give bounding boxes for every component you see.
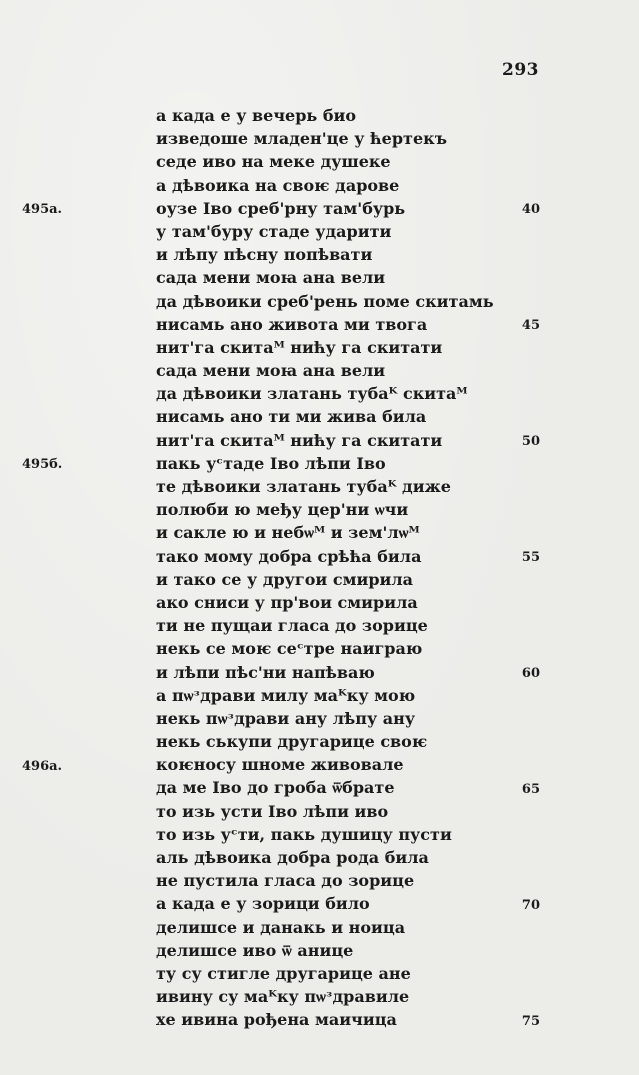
poem-line: у там'буру стаде ударити — [156, 221, 392, 241]
poem-line: сада мени моꙗ ана вели — [156, 361, 386, 381]
verse-number: 70 — [521, 897, 540, 913]
poem-line: сада мени моꙗ ана вели — [156, 268, 386, 288]
poem-line: хе ивина рођена маичица — [156, 1010, 397, 1030]
poem-line: тако мому добра срѣћа била — [156, 546, 422, 566]
margin-marker: 496a. — [22, 758, 63, 774]
poem-line: делишсе иво ѿ анице — [156, 940, 354, 960]
poem-line: и сакле ю и небѡᴹ и зем'лѡᴹ — [156, 523, 420, 543]
verse-number: 55 — [521, 549, 540, 565]
verse-number: 65 — [521, 781, 540, 797]
poem-line: то изь уᶜти, пакь душицу пусти — [156, 824, 452, 844]
poem-line: седе иво на меке душеке — [156, 152, 391, 172]
poem-line: некь се моѥ сеᶜтре наиграю — [156, 639, 423, 659]
verse-number: 45 — [521, 317, 540, 333]
poem-line: то изь усти Іво лѣпи иво — [156, 801, 389, 821]
poem-line: изведоше младен'це у ћертекъ — [156, 129, 447, 149]
verse-number: 75 — [521, 1013, 540, 1029]
poem-line: ти не пущаи гласа до зорице — [156, 616, 428, 636]
verse-number: 40 — [521, 201, 540, 217]
poem-line: нит'га скитаᴹ нићу га скитати — [156, 337, 443, 357]
poem-line: нит'га скитаᴹ нићу га скитати — [156, 430, 443, 450]
poem-line: аль дѣвоика добра рода била — [156, 848, 429, 867]
poem-line: нисамь ано ти ми жива била — [156, 407, 427, 427]
poem-line: коѥносу шноме живовале — [156, 755, 404, 775]
poem-line: а када е у вечерь био — [156, 106, 357, 125]
verse-number: 60 — [521, 665, 540, 681]
poem-line: делишсе и данакь и ноица — [156, 917, 406, 937]
poem-line: и лѣпу пѣсну попѣвати — [156, 245, 373, 265]
poem-line: ивину су маᴷку пѡᶟдравиле — [156, 987, 410, 1007]
margin-marker: 495б. — [22, 457, 63, 472]
poem-line: а када е у зорици било — [156, 894, 370, 914]
poem-line: полюби ю међу цер'ни ѡчи — [156, 500, 409, 520]
poem-line: и тако се у другои смирила — [156, 569, 414, 589]
poem-line: ту су стигле другарице ане — [156, 963, 411, 983]
poem-line: а пѡᶟдрави милу маᴷку мою — [156, 685, 416, 705]
margin-marker: 495a. — [22, 201, 63, 217]
verse-number: 50 — [521, 433, 540, 449]
poem-line: да дѣвоики среб'рень поме скитамь — [156, 291, 494, 311]
poem-line: да дѣвоики златань тубаᴷ скитаᴹ — [156, 384, 468, 404]
poem-line: оузе Іво среб'рну там'бурь — [156, 198, 406, 218]
poem-text — [156, 104, 494, 1032]
poem-line: да ме Іво до гроба ѿбрате — [156, 778, 395, 798]
poem-line: некь пѡᶟдрави ану лѣпу ану — [156, 708, 416, 728]
poem-line: те дѣвоики златань тубаᴷ диже — [156, 477, 451, 496]
poem-line: некь ськупи другарице своѥ — [156, 732, 428, 752]
page-number: 293 — [502, 60, 539, 80]
poem-line: и лѣпи пѣс'ни напѣваю — [156, 662, 375, 682]
poem-line: ако сниси у пр'вои смирила — [156, 592, 418, 612]
poem-line: а дѣвоика на своѥ дарове — [156, 175, 400, 195]
poem-line: пакь уᶜтаде Іво лѣпи Іво — [156, 453, 386, 473]
poem-line: не пустила гласа до зорице — [156, 871, 415, 891]
poem-line: нисамь ано живота ми твога — [156, 314, 428, 334]
